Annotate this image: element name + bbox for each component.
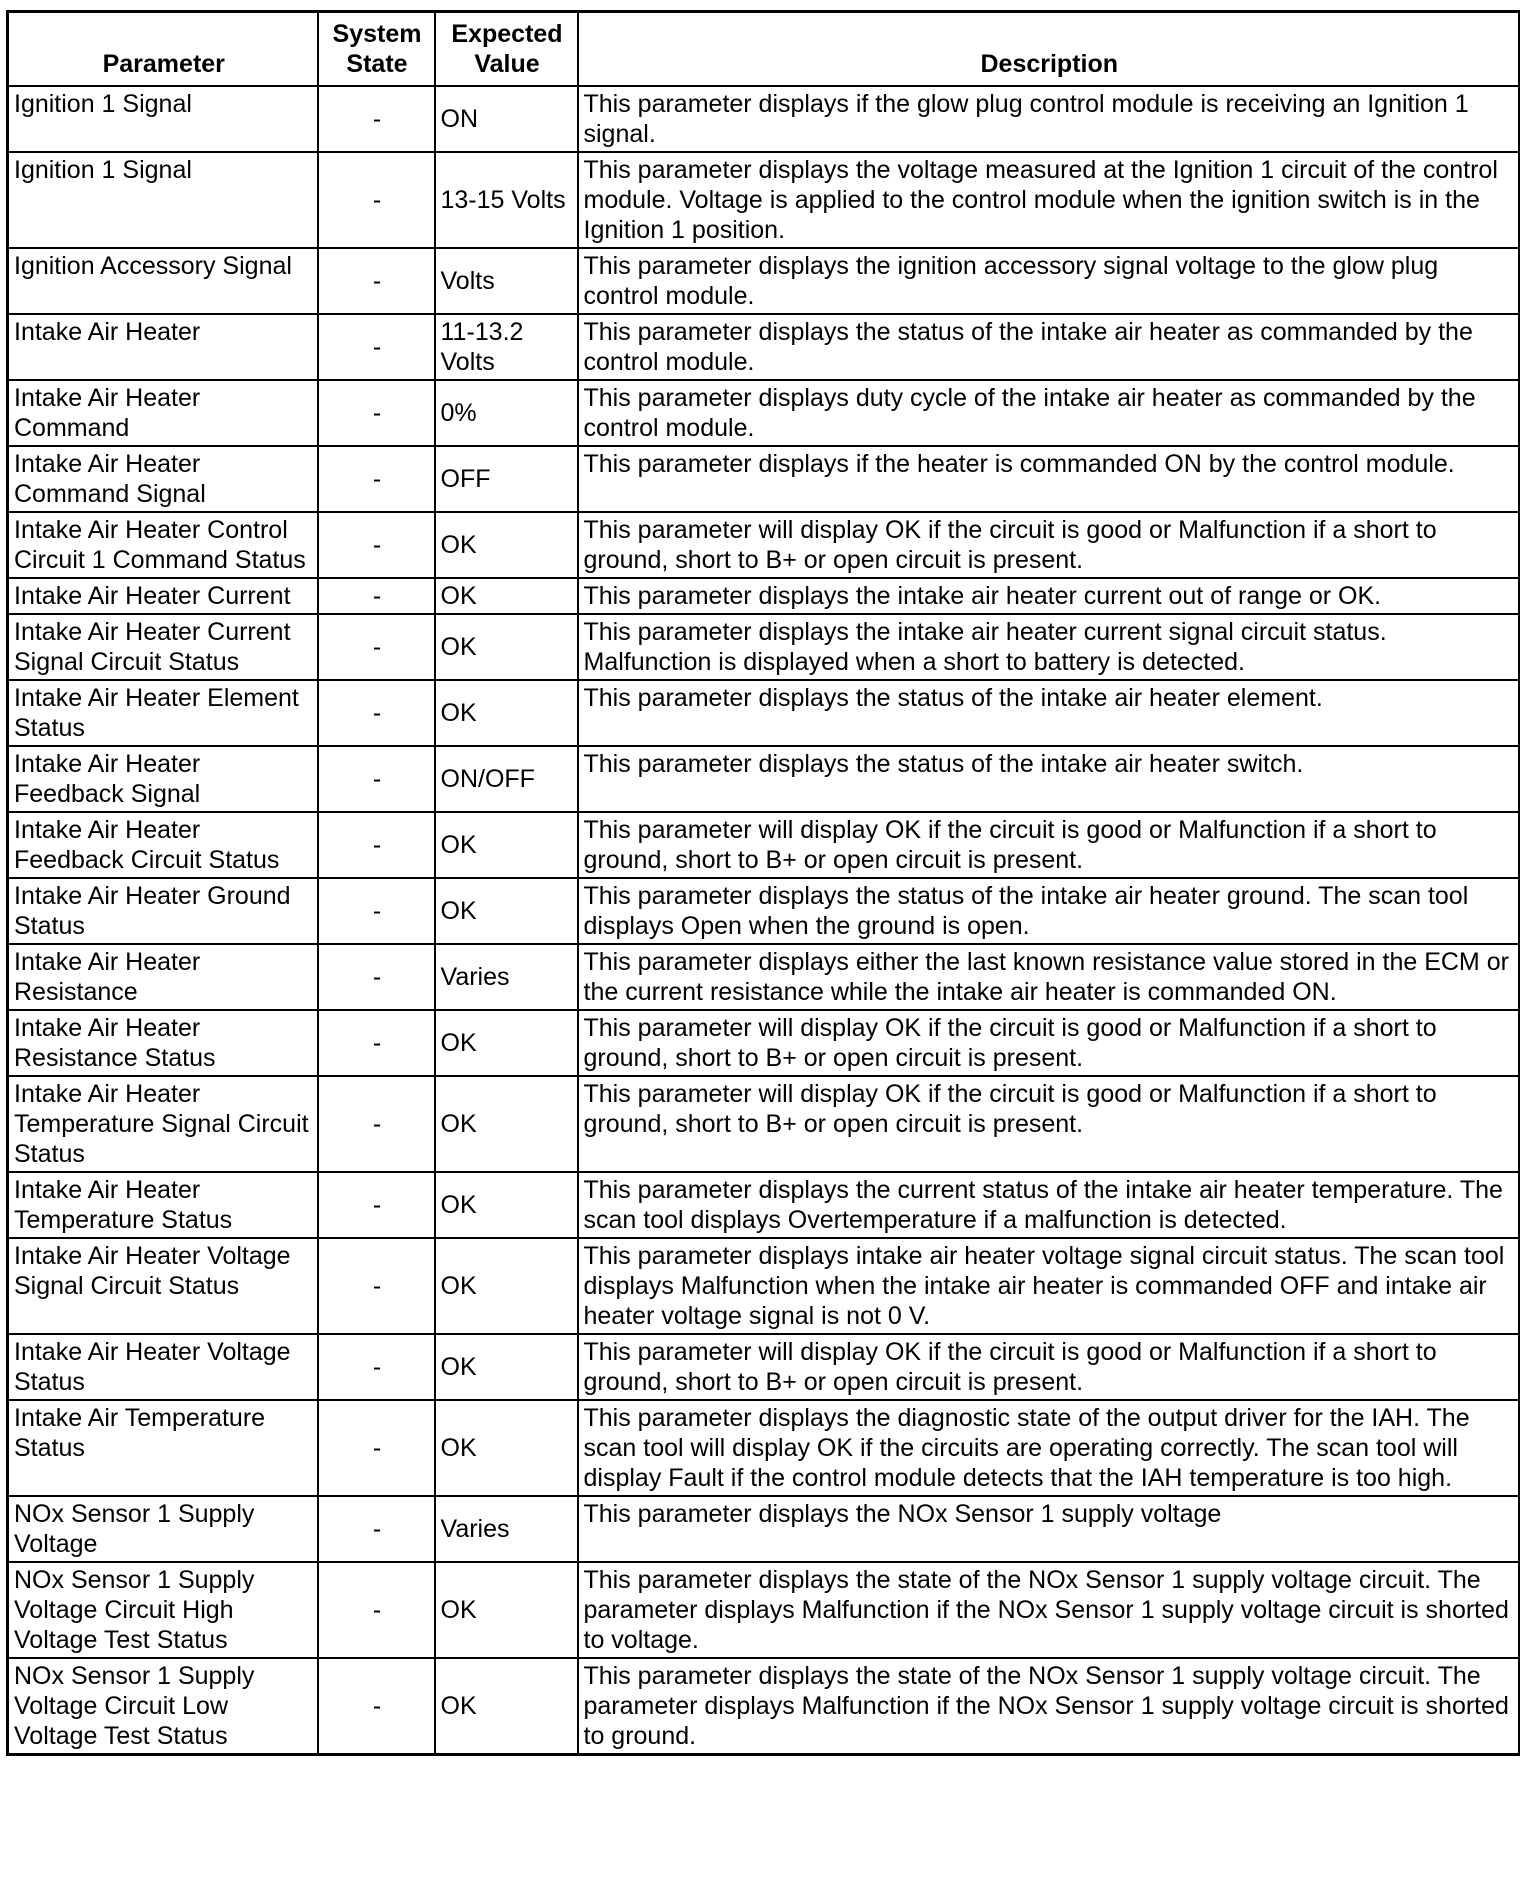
cell-description: This parameter displays either the last known resistance value stored in the ECM or the current resistance while the intake air heater is commanded ON. <box>578 944 1520 1010</box>
cell-parameter: Intake Air Heater Temperature Signal Circuit Status <box>8 1076 318 1172</box>
cell-description: This parameter displays the status of the intake air heater element. <box>578 680 1520 746</box>
cell-description: This parameter displays the ignition accessory signal voltage to the glow plug control module. <box>578 248 1520 314</box>
cell-description: This parameter will display OK if the circuit is good or Malfunction if a short to ground, short to B+ or open circuit is present. <box>578 812 1520 878</box>
cell-parameter: Intake Air Heater Resistance <box>8 944 318 1010</box>
cell-expected-value: 13-15 Volts <box>435 152 578 248</box>
cell-system-state: - <box>318 1562 435 1658</box>
cell-expected-value: ON/OFF <box>435 746 578 812</box>
parameter-table <box>6 10 1520 1756</box>
cell-system-state: - <box>318 512 435 578</box>
table-row <box>8 86 1520 152</box>
cell-description: This parameter displays the diagnostic state of the output driver for the IAH. The scan tool will display OK if the circuits are operating correctly. The scan tool will display Fault if the control module detects that the IAH temperature is too high. <box>578 1400 1520 1496</box>
cell-system-state: - <box>318 1172 435 1238</box>
cell-parameter: NOx Sensor 1 Supply Voltage Circuit Low Voltage Test Status <box>8 1658 318 1755</box>
cell-system-state: - <box>318 812 435 878</box>
table-row <box>8 248 1520 314</box>
table-row <box>8 1010 1520 1076</box>
table-row <box>8 152 1520 248</box>
header-state-line1: System <box>332 20 422 48</box>
cell-system-state: - <box>318 614 435 680</box>
cell-system-state: - <box>318 314 435 380</box>
cell-system-state: - <box>318 1496 435 1562</box>
cell-expected-value: OFF <box>435 446 578 512</box>
table-row <box>8 746 1520 812</box>
cell-parameter: Intake Air Heater Voltage Status <box>8 1334 318 1400</box>
cell-expected-value: Varies <box>435 944 578 1010</box>
table-row <box>8 944 1520 1010</box>
table-row <box>8 380 1520 446</box>
table-row <box>8 1172 1520 1238</box>
cell-system-state: - <box>318 446 435 512</box>
cell-system-state: - <box>318 1400 435 1496</box>
cell-expected-value: OK <box>435 1658 578 1755</box>
cell-description: This parameter displays the state of the NOx Sensor 1 supply voltage circuit. The parameter displays Malfunction if the NOx Sensor 1 supply voltage circuit is shorted to ground. <box>578 1658 1520 1755</box>
cell-description: This parameter displays if the heater is commanded ON by the control module. <box>578 446 1520 512</box>
cell-expected-value: OK <box>435 1238 578 1334</box>
cell-parameter: Intake Air Heater <box>8 314 318 380</box>
table-row <box>8 878 1520 944</box>
cell-description: This parameter displays the status of the intake air heater as commanded by the control module. <box>578 314 1520 380</box>
cell-system-state: - <box>318 746 435 812</box>
cell-expected-value: OK <box>435 1076 578 1172</box>
cell-system-state: - <box>318 878 435 944</box>
cell-expected-value: OK <box>435 614 578 680</box>
table-row <box>8 1238 1520 1334</box>
cell-description: This parameter displays the voltage measured at the Ignition 1 circuit of the control module. Voltage is applied to the control module when the ignition switch is in the Ignition 1 position. <box>578 152 1520 248</box>
cell-parameter: Intake Air Heater Feedback Circuit Status <box>8 812 318 878</box>
cell-expected-value: OK <box>435 1562 578 1658</box>
table-row <box>8 1334 1520 1400</box>
cell-description: This parameter will display OK if the circuit is good or Malfunction if a short to ground, short to B+ or open circuit is present. <box>578 512 1520 578</box>
cell-expected-value: ON <box>435 86 578 152</box>
cell-parameter: Ignition Accessory Signal <box>8 248 318 314</box>
cell-description: This parameter will display OK if the circuit is good or Malfunction if a short to ground, short to B+ or open circuit is present. <box>578 1076 1520 1172</box>
cell-description: This parameter will display OK if the circuit is good or Malfunction if a short to ground, short to B+ or open circuit is present. <box>578 1334 1520 1400</box>
cell-expected-value: OK <box>435 578 578 614</box>
cell-system-state: - <box>318 1076 435 1172</box>
cell-description: This parameter displays the intake air heater current signal circuit status. Malfunction is displayed when a short to battery is detected. <box>578 614 1520 680</box>
table-header-row <box>8 12 1520 87</box>
cell-description: This parameter displays if the glow plug control module is receiving an Ignition 1 signal. <box>578 86 1520 152</box>
cell-description: This parameter displays the status of the intake air heater ground. The scan tool displays Open when the ground is open. <box>578 878 1520 944</box>
cell-expected-value: Varies <box>435 1496 578 1562</box>
table-row <box>8 1496 1520 1562</box>
table-row <box>8 1562 1520 1658</box>
cell-description: This parameter displays intake air heater voltage signal circuit status. The scan tool displays Malfunction when the intake air heater is commanded OFF and intake air heater voltage signal is not 0 V. <box>578 1238 1520 1334</box>
header-parameter: Parameter <box>8 12 318 87</box>
cell-system-state: - <box>318 1238 435 1334</box>
cell-parameter: Intake Air Heater Control Circuit 1 Command Status <box>8 512 318 578</box>
cell-parameter: Intake Air Heater Command Signal <box>8 446 318 512</box>
cell-system-state: - <box>318 248 435 314</box>
cell-expected-value: OK <box>435 1172 578 1238</box>
table-row <box>8 812 1520 878</box>
cell-description: This parameter displays the current status of the intake air heater temperature. The scan tool displays Overtemperature if a malfunction is detected. <box>578 1172 1520 1238</box>
cell-expected-value: OK <box>435 1334 578 1400</box>
cell-system-state: - <box>318 680 435 746</box>
cell-system-state: - <box>318 1010 435 1076</box>
cell-expected-value: OK <box>435 878 578 944</box>
table-row <box>8 512 1520 578</box>
cell-expected-value: OK <box>435 1010 578 1076</box>
cell-parameter: Intake Air Heater Temperature Status <box>8 1172 318 1238</box>
cell-expected-value: OK <box>435 1400 578 1496</box>
header-expected-value <box>435 12 578 87</box>
cell-parameter: Intake Air Heater Current Signal Circuit Status <box>8 614 318 680</box>
cell-description: This parameter displays duty cycle of the intake air heater as commanded by the control module. <box>578 380 1520 446</box>
header-system-state <box>318 12 435 87</box>
cell-parameter: Intake Air Temperature Status <box>8 1400 318 1496</box>
cell-system-state: - <box>318 380 435 446</box>
cell-description: This parameter will display OK if the circuit is good or Malfunction if a short to ground, short to B+ or open circuit is present. <box>578 1010 1520 1076</box>
cell-parameter: Ignition 1 Signal <box>8 86 318 152</box>
table-row <box>8 614 1520 680</box>
cell-expected-value: OK <box>435 512 578 578</box>
header-value-line2: Value <box>474 50 540 78</box>
table-row <box>8 314 1520 380</box>
header-value-line1: Expected <box>451 20 563 48</box>
cell-parameter: Intake Air Heater Current <box>8 578 318 614</box>
table-row <box>8 446 1520 512</box>
header-description: Description <box>578 12 1520 87</box>
header-state-line2: State <box>346 50 408 78</box>
cell-parameter: Intake Air Heater Voltage Signal Circuit Status <box>8 1238 318 1334</box>
cell-parameter: Intake Air Heater Resistance Status <box>8 1010 318 1076</box>
cell-expected-value: 11-13.2 Volts <box>435 314 578 380</box>
cell-system-state: - <box>318 152 435 248</box>
table-row <box>8 680 1520 746</box>
cell-parameter: Intake Air Heater Feedback Signal <box>8 746 318 812</box>
cell-system-state: - <box>318 1658 435 1755</box>
cell-description: This parameter displays the status of the intake air heater switch. <box>578 746 1520 812</box>
cell-description: This parameter displays the state of the NOx Sensor 1 supply voltage circuit. The parameter displays Malfunction if the NOx Sensor 1 supply voltage circuit is shorted to voltage. <box>578 1562 1520 1658</box>
cell-system-state: - <box>318 86 435 152</box>
cell-parameter: Intake Air Heater Command <box>8 380 318 446</box>
cell-system-state: - <box>318 578 435 614</box>
table-row <box>8 1076 1520 1172</box>
cell-expected-value: OK <box>435 680 578 746</box>
cell-expected-value: Volts <box>435 248 578 314</box>
cell-description: This parameter displays the NOx Sensor 1 supply voltage <box>578 1496 1520 1562</box>
cell-system-state: - <box>318 1334 435 1400</box>
cell-expected-value: 0% <box>435 380 578 446</box>
cell-system-state: - <box>318 944 435 1010</box>
cell-parameter: Ignition 1 Signal <box>8 152 318 248</box>
cell-expected-value: OK <box>435 812 578 878</box>
table-row <box>8 578 1520 614</box>
cell-parameter: Intake Air Heater Element Status <box>8 680 318 746</box>
cell-parameter: NOx Sensor 1 Supply Voltage Circuit High Voltage Test Status <box>8 1562 318 1658</box>
table-row <box>8 1658 1520 1755</box>
cell-parameter: NOx Sensor 1 Supply Voltage <box>8 1496 318 1562</box>
cell-description: This parameter displays the intake air heater current out of range or OK. <box>578 578 1520 614</box>
cell-parameter: Intake Air Heater Ground Status <box>8 878 318 944</box>
table-row <box>8 1400 1520 1496</box>
